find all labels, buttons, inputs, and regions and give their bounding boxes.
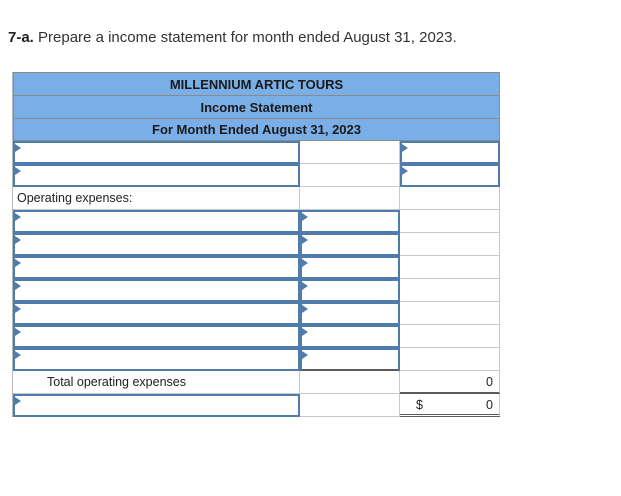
- net-income-dropdown[interactable]: [13, 394, 300, 417]
- dropdown-arrow-icon: [402, 144, 408, 152]
- amount-cell: [400, 325, 500, 348]
- dropdown-arrow-icon: [15, 305, 21, 313]
- dropdown-arrow-icon: [15, 351, 21, 359]
- dropdown-arrow-icon: [302, 282, 308, 290]
- amount-input[interactable]: [400, 141, 500, 164]
- table-row: [13, 371, 500, 394]
- table-row: [13, 187, 500, 210]
- net-income-amount: [400, 394, 500, 417]
- dropdown-arrow-icon: [15, 328, 21, 336]
- table-row: [13, 348, 500, 371]
- currency-symbol: $: [416, 398, 423, 412]
- table-row: [13, 279, 500, 302]
- amount-cell: [300, 141, 400, 164]
- table-row: [13, 164, 500, 187]
- total-operating-expenses-value: 0: [486, 375, 493, 389]
- expense-amount-input[interactable]: [300, 302, 400, 325]
- table-row: [13, 233, 500, 256]
- question-number: 7-a.: [8, 29, 34, 46]
- question-text: Prepare a income statement for month ended August 31, 2023.: [38, 29, 457, 46]
- account-dropdown[interactable]: [13, 141, 300, 164]
- amount-cell: [400, 348, 500, 371]
- table-row: [13, 302, 500, 325]
- account-dropdown[interactable]: [13, 164, 300, 187]
- total-operating-expenses-label: Total operating expenses: [47, 375, 186, 389]
- amount-cell: [400, 187, 500, 210]
- dropdown-arrow-icon: [15, 397, 21, 405]
- expense-amount-input[interactable]: [300, 256, 400, 279]
- dropdown-arrow-icon: [302, 236, 308, 244]
- expense-amount-input[interactable]: [300, 210, 400, 233]
- table-row: [13, 141, 500, 164]
- statement-period: For Month Ended August 31, 2023: [13, 118, 500, 141]
- amount-cell: [400, 256, 500, 279]
- table-row: [13, 325, 500, 348]
- operating-expenses-label: Operating expenses:: [17, 191, 133, 205]
- dropdown-arrow-icon: [402, 167, 408, 175]
- amount-cell: [300, 371, 400, 394]
- income-statement-table: [12, 72, 500, 417]
- amount-cell: [300, 187, 400, 210]
- amount-cell: [300, 394, 400, 417]
- expense-dropdown[interactable]: [13, 302, 300, 325]
- expense-amount-input[interactable]: [300, 325, 400, 348]
- amount-cell: [400, 210, 500, 233]
- dropdown-arrow-icon: [15, 236, 21, 244]
- question-prompt: [8, 29, 457, 46]
- dropdown-arrow-icon: [302, 305, 308, 313]
- expense-amount-input[interactable]: [300, 279, 400, 302]
- table-row: [13, 256, 500, 279]
- dropdown-arrow-icon: [15, 259, 21, 267]
- amount-cell: [300, 164, 400, 187]
- net-income-value: 0: [486, 398, 493, 412]
- dropdown-arrow-icon: [15, 167, 21, 175]
- amount-input[interactable]: [400, 164, 500, 187]
- dropdown-arrow-icon: [302, 213, 308, 221]
- amount-cell: [400, 302, 500, 325]
- total-operating-expenses-amount: [400, 371, 500, 394]
- expense-dropdown[interactable]: [13, 210, 300, 233]
- company-name: MILLENNIUM ARTIC TOURS: [13, 72, 500, 95]
- expense-dropdown[interactable]: [13, 256, 300, 279]
- total-operating-expenses-cell: [13, 371, 300, 394]
- dropdown-arrow-icon: [302, 328, 308, 336]
- expense-dropdown[interactable]: [13, 233, 300, 256]
- operating-expenses-cell: [13, 187, 300, 210]
- dropdown-arrow-icon: [302, 351, 308, 359]
- expense-amount-input[interactable]: [300, 233, 400, 256]
- amount-cell: [400, 279, 500, 302]
- expense-dropdown[interactable]: [13, 325, 300, 348]
- dropdown-arrow-icon: [15, 144, 21, 152]
- statement-title: Income Statement: [13, 95, 500, 118]
- dropdown-arrow-icon: [302, 259, 308, 267]
- expense-amount-input[interactable]: [300, 348, 400, 371]
- dropdown-arrow-icon: [15, 213, 21, 221]
- amount-cell: [400, 233, 500, 256]
- dropdown-arrow-icon: [15, 282, 21, 290]
- table-row: [13, 210, 500, 233]
- table-row: [13, 394, 500, 417]
- expense-dropdown[interactable]: [13, 348, 300, 371]
- expense-dropdown[interactable]: [13, 279, 300, 302]
